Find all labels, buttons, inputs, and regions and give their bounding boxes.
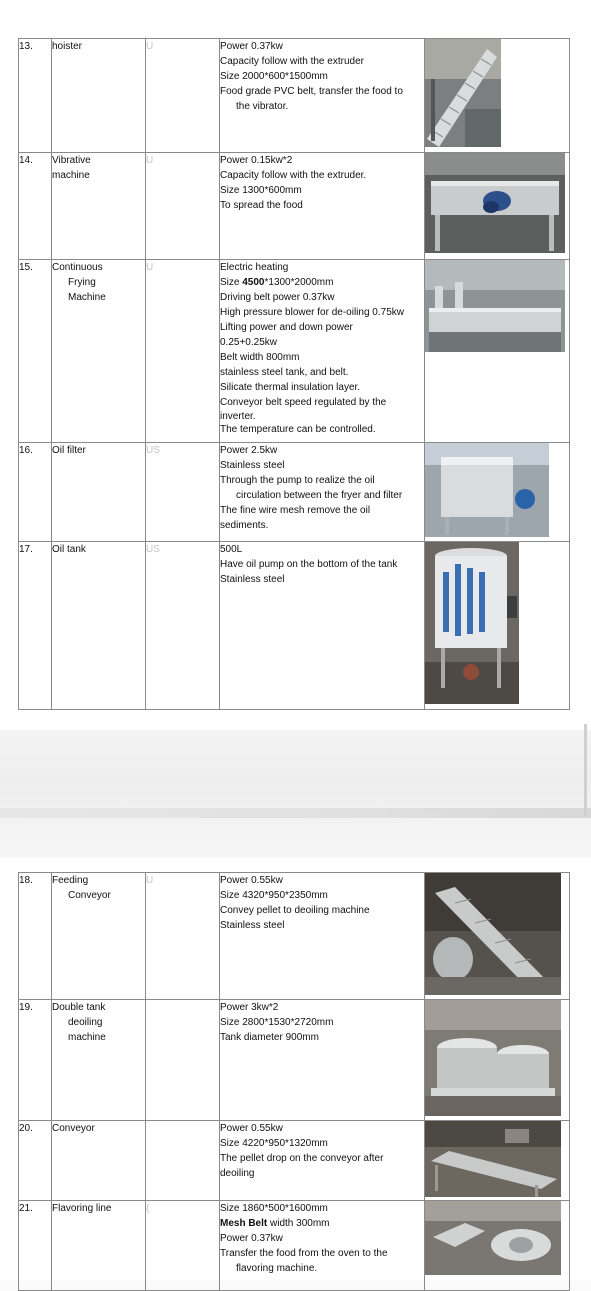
table-row <box>19 153 570 260</box>
table-row <box>19 443 570 542</box>
item-name: Double tank deoiling machine <box>52 1000 146 1121</box>
oil-tank-photo <box>425 542 519 704</box>
vibrating-screen-photo <box>425 153 565 253</box>
item-photo-cell <box>425 260 570 443</box>
item-unit: U <box>146 873 220 1000</box>
flat-conveyor-photo <box>425 1121 561 1197</box>
item-number: 13. <box>19 39 52 153</box>
item-unit <box>146 1000 220 1121</box>
item-description: Power 0.55kw Size 4320*950*2350mm Convey pellet to deoiling machine Stainless steel <box>220 873 425 1000</box>
flavoring-drum-photo <box>425 1201 561 1275</box>
item-photo-cell <box>425 443 570 542</box>
item-photo-cell <box>425 39 570 153</box>
item-unit: US <box>146 542 220 710</box>
oil-filter-photo <box>425 443 549 537</box>
item-name: Conveyor <box>52 1121 146 1201</box>
item-photo-cell <box>425 1121 570 1201</box>
item-name: hoister <box>52 39 146 153</box>
item-photo-cell <box>425 873 570 1000</box>
item-photo-cell <box>425 153 570 260</box>
equipment-table-top <box>18 38 570 710</box>
item-description: Electric heating Size 4500*1300*2000mm Driving belt power 0.37kw High pressure blower for de-oiling 0.75kw Lifting power and down power 0.25+0.25kw Belt width 800mm stainless steel tank, and belt. Silicate thermal insulation layer. Conveyor belt speed regulated by the inverter. The temperature can be controlled. <box>220 260 425 443</box>
page-gap <box>0 730 591 858</box>
item-name: Continuous Frying Machine <box>52 260 146 443</box>
item-description: Power 3kw*2 Size 2800*1530*2720mm Tank diameter 900mm <box>220 1000 425 1121</box>
item-name: Feeding Conveyor <box>52 873 146 1000</box>
item-name: Oil tank <box>52 542 146 710</box>
item-number: 21. <box>19 1201 52 1291</box>
item-unit: US <box>146 443 220 542</box>
item-name: Vibrative machine <box>52 153 146 260</box>
page-gap-shadow <box>0 808 591 818</box>
table-row <box>19 1000 570 1121</box>
item-number: 20. <box>19 1121 52 1201</box>
table-row <box>19 260 570 443</box>
item-unit: ( <box>146 1201 220 1291</box>
item-number: 16. <box>19 443 52 542</box>
table-row <box>19 1121 570 1201</box>
deoiling-machine-photo <box>425 1000 561 1116</box>
table-row <box>19 873 570 1000</box>
item-number: 14. <box>19 153 52 260</box>
item-number: 15. <box>19 260 52 443</box>
item-number: 18. <box>19 873 52 1000</box>
item-description: Power 2.5kw Stainless steel Through the pump to realize the oil circulation between the fryer and filter The fine wire mesh remove the oil sediments. <box>220 443 425 542</box>
item-unit: U <box>146 260 220 443</box>
belt-conveyor-photo <box>425 39 501 147</box>
fryer-line-photo <box>425 260 565 352</box>
item-description: Size 1860*500*1600mm Mesh Belt width 300mm Power 0.37kw Transfer the food from the oven to the flavoring machine. <box>220 1201 425 1291</box>
size-line: Size 4500*1300*2000mm <box>220 277 334 288</box>
item-name: Flavoring line <box>52 1201 146 1291</box>
item-description: 500L Have oil pump on the bottom of the tank Stainless steel <box>220 542 425 710</box>
table-row <box>19 542 570 710</box>
table-row <box>19 39 570 153</box>
item-unit: U <box>146 153 220 260</box>
item-unit <box>146 1121 220 1201</box>
document-page-bottom <box>0 858 591 1280</box>
page-edge <box>584 724 587 816</box>
item-number: 17. <box>19 542 52 710</box>
mesh-belt-line: Mesh Belt width 300mm <box>220 1218 330 1229</box>
item-photo-cell <box>425 1000 570 1121</box>
item-unit: U <box>146 39 220 153</box>
equipment-table-bottom <box>18 872 570 1291</box>
item-name: Oil filter <box>52 443 146 542</box>
item-description: Power 0.55kw Size 4220*950*1320mm The pellet drop on the conveyor after deoiling <box>220 1121 425 1201</box>
incline-conveyor-photo <box>425 873 561 995</box>
item-description: Power 0.15kw*2 Capacity follow with the extruder. Size 1300*600mm To spread the food <box>220 153 425 260</box>
item-number: 19. <box>19 1000 52 1121</box>
item-photo-cell <box>425 1201 570 1291</box>
item-description: Power 0.37kw Capacity follow with the extruder Size 2000*600*1500mm Food grade PVC belt, transfer the food to the vibrator. <box>220 39 425 153</box>
item-photo-cell <box>425 542 570 710</box>
table-row <box>19 1201 570 1291</box>
